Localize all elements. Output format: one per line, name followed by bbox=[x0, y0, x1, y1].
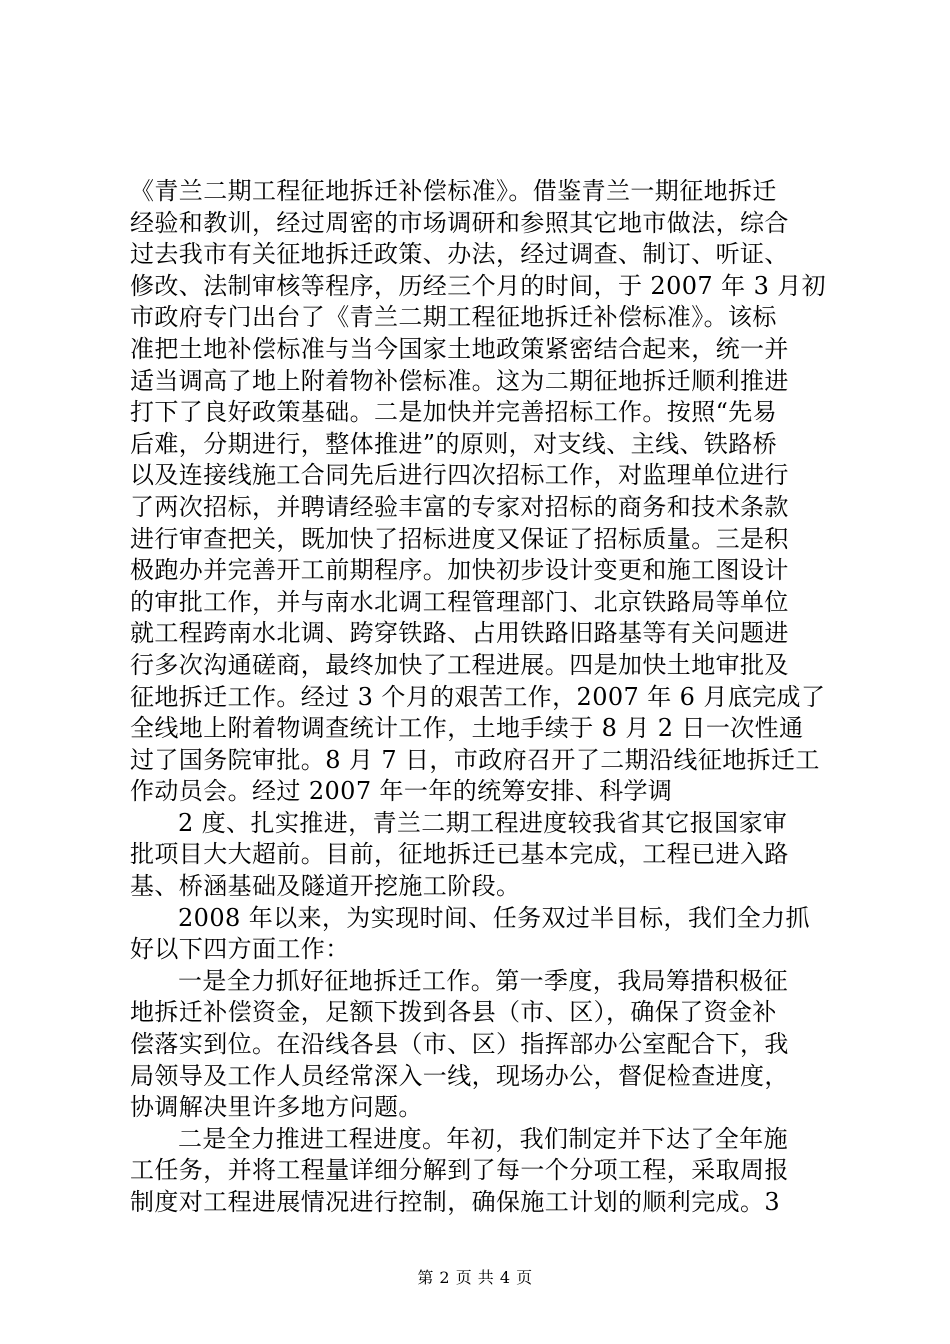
text-line: 好以下四方面工作： bbox=[130, 935, 350, 964]
text-line: 了两次招标，并聘请经验丰富的专家对招标的商务和技术条款 bbox=[130, 492, 789, 521]
text-line: 打下了良好政策基础。二是加快并完善招标工作。按照“先易 bbox=[130, 398, 778, 427]
text-line: 二是全力推进工程进度。年初，我们制定并下达了全年施 bbox=[178, 1124, 788, 1153]
text-line: 的审批工作，并与南水北调工程管理部门、北京铁路局等单位 bbox=[130, 587, 789, 616]
text-line: 地拆迁补偿资金，足额下拨到各县（市、区），确保了资金补 bbox=[130, 998, 777, 1027]
text-line: 经验和教训，经过周密的市场调研和参照其它地市做法，综合 bbox=[130, 208, 789, 237]
text-line: 2 度、扎实推进，青兰二期工程进度较我省其它报国家审 bbox=[178, 808, 788, 837]
text-line: 基、桥涵基础及隧道开挖施工阶段。 bbox=[130, 872, 521, 901]
text-line: 过去我市有关征地拆迁政策、办法，经过调查、制订、听证、 bbox=[130, 240, 789, 269]
text-line: 2008 年以来，为实现时间、任务双过半目标，我们全力抓 bbox=[178, 903, 810, 932]
text-line: 一是全力抓好征地拆迁工作。第一季度，我局筹措积极征 bbox=[178, 966, 788, 995]
text-line: 适当调高了地上附着物补偿标准。这为二期征地拆迁顺利推进 bbox=[130, 366, 789, 395]
text-line: 作动员会。经过 2007 年一年的统筹安排、科学调 bbox=[130, 777, 673, 806]
text-line: 协调解决里许多地方问题。 bbox=[130, 1093, 423, 1122]
text-line: 全线地上附着物调查统计工作，土地手续于 8 月 2 日一次性通 bbox=[130, 714, 804, 743]
text-line: 行多次沟通磋商，最终加快了工程进展。四是加快土地审批及 bbox=[130, 650, 789, 679]
body-text bbox=[130, 176, 830, 1219]
text-line: 制度对工程进展情况进行控制，确保施工计划的顺利完成。3 bbox=[130, 1188, 781, 1216]
text-line: 过了国务院审批。8 月 7 日，市政府召开了二期沿线征地拆迁工 bbox=[130, 745, 820, 774]
text-line: 后难，分期进行，整体推进”的原则，对支线、主线、铁路桥 bbox=[130, 429, 778, 458]
text-line: 《青兰二期工程征地拆迁补偿标准》。借鉴青兰一期征地拆迁 bbox=[130, 177, 777, 205]
text-line: 就工程跨南水北调、跨穿铁路、占用铁路旧路基等有关问题进 bbox=[130, 619, 789, 648]
text-line: 进行审查把关，既加快了招标进度又保证了招标质量。三是积 bbox=[130, 524, 789, 553]
page-number-footer: 第 2 页 共 4 页 bbox=[417, 1268, 533, 1287]
text-line: 工任务，并将工程量详细分解到了每一个分项工程，采取周报 bbox=[130, 1156, 789, 1185]
text-line: 极跑办并完善开工前期程序。加快初步设计变更和施工图设计 bbox=[130, 556, 789, 585]
text-line: 以及连接线施工合同先后进行四次招标工作，对监理单位进行 bbox=[130, 461, 789, 490]
text-line: 局领导及工作人员经常深入一线，现场办公，督促检查进度， bbox=[130, 1061, 789, 1090]
text-line: 批项目大大超前。目前，征地拆迁已基本完成，工程已进入路 bbox=[130, 840, 789, 869]
text-line: 征地拆迁工作。经过 3 个月的艰苦工作，2007 年 6 月底完成了 bbox=[130, 682, 826, 711]
text-line: 准把土地补偿标准与当今国家土地政策紧密结合起来，统一并 bbox=[130, 334, 789, 363]
text-line: 偿落实到位。在沿线各县（市、区）指挥部办公室配合下，我 bbox=[130, 1030, 789, 1059]
text-line: 修改、法制审核等程序，历经三个月的时间，于 2007 年 3 月初 bbox=[130, 271, 827, 300]
text-line: 市政府专门出台了《青兰二期工程征地拆迁补偿标准》。该标 bbox=[130, 303, 777, 332]
